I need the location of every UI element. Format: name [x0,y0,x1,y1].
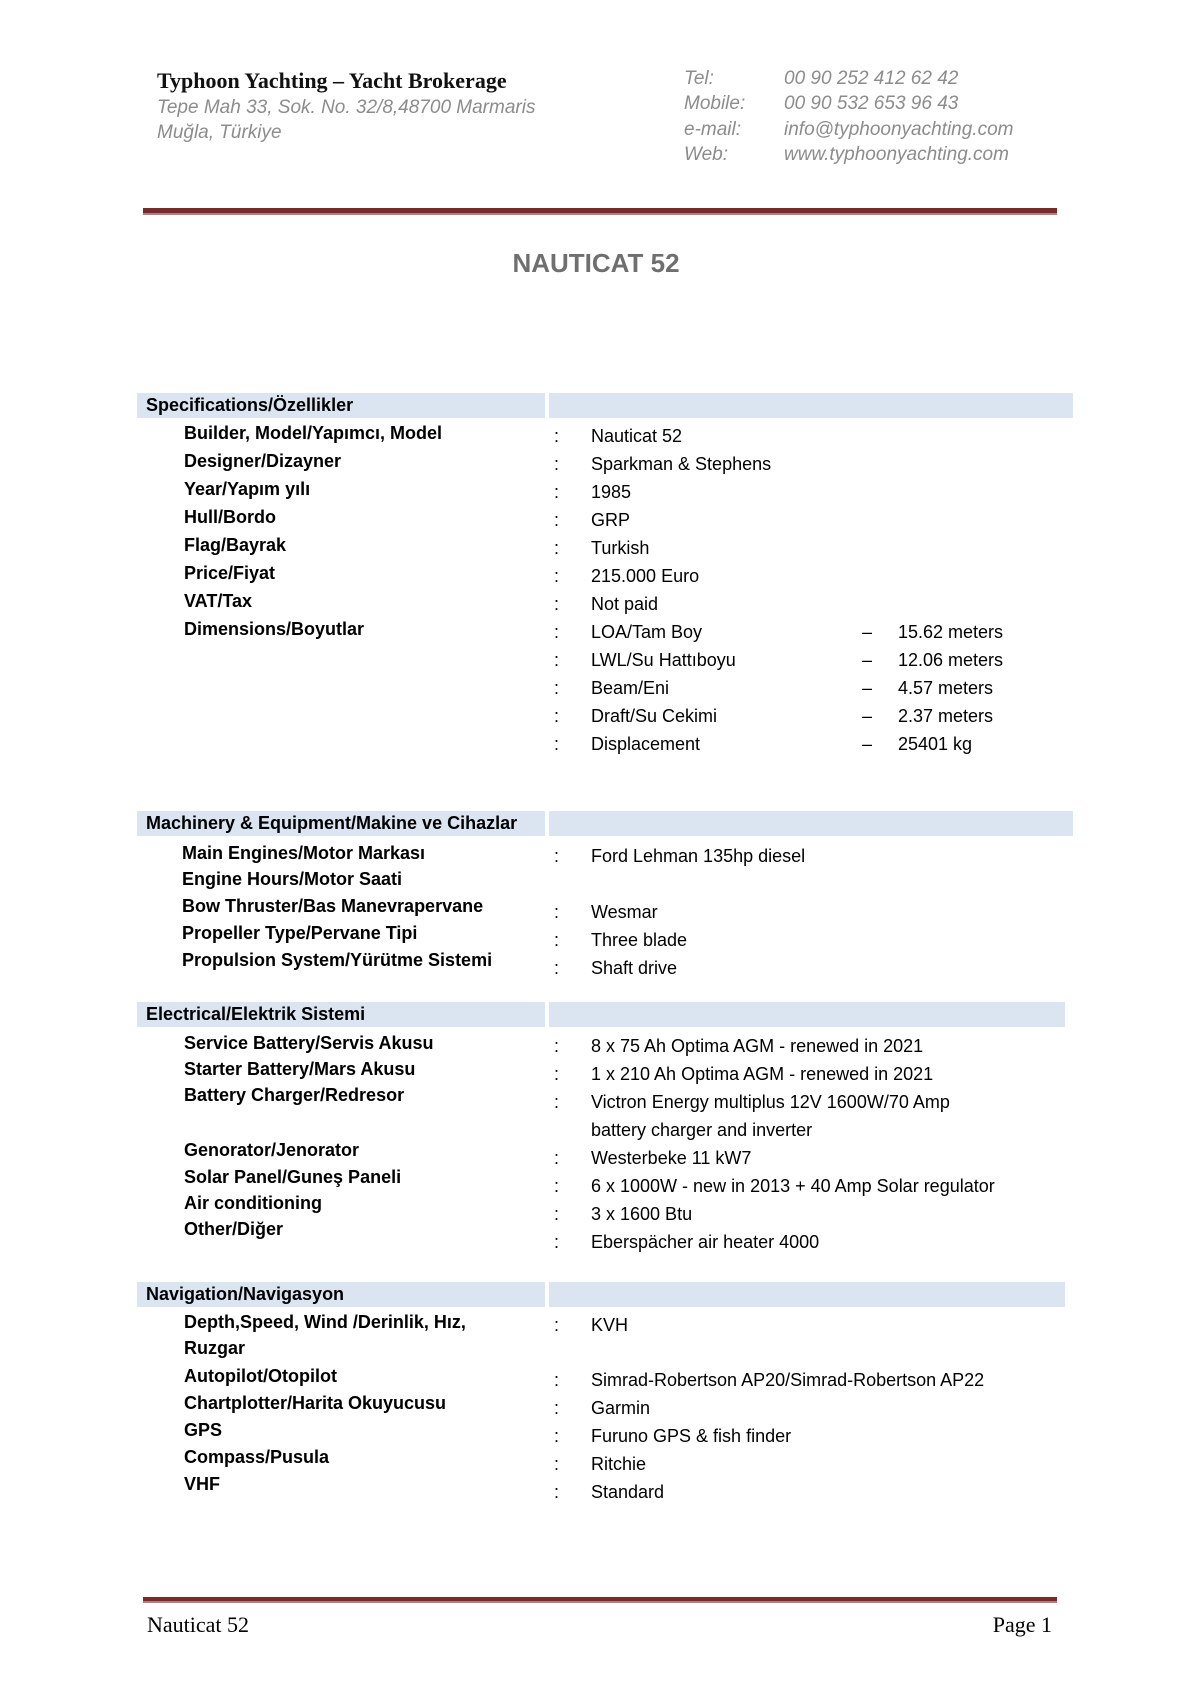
contact-label: Mobile: [684,93,746,114]
navigation-value: Ritchie [591,1454,647,1474]
spec-label: Builder, Model/Yapımcı, Model [184,423,443,443]
navigation-value: Standard [591,1482,665,1502]
dash: – [862,706,873,726]
colon: : [554,678,560,698]
navigation-value: Simrad-Robertson AP20/Simrad-Robertson AP22 [591,1370,985,1390]
machinery-label: Engine Hours/Motor Saati [182,869,403,889]
dash: – [862,650,873,670]
colon: : [554,1454,560,1474]
colon: : [554,650,560,670]
section-title-machinery: Machinery & Equipment/Makine ve Cihazlar [146,813,518,833]
colon: : [554,1064,560,1084]
colon: : [554,1092,560,1112]
spec-value: Turkish [591,538,650,558]
contact-value: 00 90 252 412 62 42 [784,68,959,89]
colon: : [554,902,560,922]
electrical-label: Battery Charger/Redresor [184,1085,405,1105]
colon: : [554,1398,560,1418]
colon: : [554,622,560,642]
machinery-label: Bow Thruster/Bas Manevrapervane [182,896,484,916]
contact-mobile [684,93,958,115]
electrical-label: Service Battery/Servis Akusu [184,1033,434,1053]
electrical-label: Air conditioning [184,1193,322,1213]
address-line-2: Muğla, Türkiye [157,122,282,143]
navigation-label: Ruzgar [184,1338,246,1358]
navigation-value: Garmin [591,1398,651,1418]
spec-value: Not paid [591,594,659,614]
footer-page-number: Page 1 [992,1612,1052,1637]
colon: : [554,846,560,866]
contact-email [684,119,1013,141]
dimension-name: LOA/Tam Boy [591,622,703,642]
colon: : [554,706,560,726]
electrical-value: Victron Energy multiplus 12V 1600W/70 Amp [591,1092,950,1112]
colon: : [554,1204,560,1224]
colon: : [554,1426,560,1446]
spec-label: Year/Yapım yılı [184,479,311,499]
navigation-label: Compass/Pusula [184,1447,330,1467]
contact-label: Tel: [684,68,714,89]
contact-value: 00 90 532 653 96 43 [784,93,959,114]
dimension-name: Beam/Eni [591,678,670,698]
electrical-value: 6 x 1000W - new in 2013 + 40 Amp Solar regulator [591,1176,995,1196]
dimension-value: 25401 kg [898,734,973,754]
dash: – [862,678,873,698]
machinery-label: Propulsion System/Yürütme Sistemi [182,950,493,970]
colon: : [554,482,560,502]
electrical-value: Westerbeke 11 kW7 [591,1148,752,1168]
electrical-label: Other/Diğer [184,1219,284,1239]
navigation-label: VHF [184,1474,220,1494]
spec-value: 1985 [591,482,632,502]
colon: : [554,566,560,586]
colon: : [554,510,560,530]
footer-document-name: Nauticat 52 [147,1612,250,1637]
colon: : [554,1482,560,1502]
colon: : [554,1315,560,1335]
dimension-name: Draft/Su Cekimi [591,706,718,726]
machinery-label: Propeller Type/Pervane Tipi [182,923,418,943]
navigation-label: GPS [184,1420,223,1440]
electrical-value: battery charger and inverter [591,1120,813,1140]
colon: : [554,594,560,614]
spec-label: Designer/Dizayner [184,451,342,471]
colon: : [554,1176,560,1196]
contact-label: Web: [684,144,729,165]
section-title-navigation: Navigation/Navigasyon [146,1284,345,1304]
spec-label: VAT/Tax [184,591,253,611]
spec-value: Nauticat 52 [591,426,683,446]
electrical-value: Eberspächer air heater 4000 [591,1232,820,1252]
section-title-specifications: Specifications/Özellikler [146,395,354,415]
dimension-value: 2.37 meters [898,706,994,726]
navigation-value: KVH [591,1315,629,1335]
contact-label: e-mail: [684,119,742,140]
machinery-value: Three blade [591,930,688,950]
dimensions-label: Dimensions/Boyutlar [184,619,365,639]
spec-label: Hull/Bordo [184,507,276,527]
colon: : [554,734,560,754]
colon: : [554,454,560,474]
footer-divider [143,1597,1057,1603]
electrical-label: Starter Battery/Mars Akusu [184,1059,416,1079]
electrical-value: 3 x 1600 Btu [591,1204,693,1224]
colon: : [554,1036,560,1056]
colon: : [554,958,560,978]
electrical-label: Solar Panel/Guneş Paneli [184,1167,402,1187]
machinery-value: Shaft drive [591,958,678,978]
colon: : [554,426,560,446]
spec-label: Price/Fiyat [184,563,276,583]
dimension-name: Displacement [591,734,701,754]
document-title: NAUTICAT 52 [512,248,680,278]
spec-label: Flag/Bayrak [184,535,287,555]
dimension-name: LWL/Su Hattıboyu [591,650,736,670]
dash: – [862,734,873,754]
contact-value[interactable]: www.typhoonyachting.com [784,144,1009,165]
dimension-value: 12.06 meters [898,650,1004,670]
electrical-label: Genorator/Jenorator [184,1140,360,1160]
colon: : [554,1232,560,1252]
navigation-label: Depth,Speed, Wind /Derinlik, Hız, [184,1312,466,1332]
electrical-value: 8 x 75 Ah Optima AGM - renewed in 2021 [591,1036,924,1056]
colon: : [554,1148,560,1168]
colon: : [554,538,560,558]
spec-value: 215.000 Euro [591,566,700,586]
dash: – [862,622,873,642]
machinery-value: Ford Lehman 135hp diesel [591,846,806,866]
navigation-label: Autopilot/Otopilot [184,1366,337,1386]
contact-value[interactable]: info@typhoonyachting.com [784,119,1014,140]
navigation-value: Furuno GPS & fish finder [591,1426,792,1446]
dimension-value: 15.62 meters [898,622,1004,642]
colon: : [554,1370,560,1390]
contact-tel [684,68,958,90]
section-title-electrical: Electrical/Elektrik Sistemi [146,1004,366,1024]
spec-value: GRP [591,510,631,530]
machinery-value: Wesmar [591,902,658,922]
address-line-1: Tepe Mah 33, Sok. No. 32/8,48700 Marmaris [157,97,536,118]
machinery-label: Main Engines/Motor Markası [182,843,426,863]
contact-web [684,144,1009,166]
navigation-label: Chartplotter/Harita Okuyucusu [184,1393,447,1413]
colon: : [554,930,560,950]
company-name: Typhoon Yachting – Yacht Brokerage [157,68,507,93]
dimension-value: 4.57 meters [898,678,994,698]
header-divider [143,208,1057,215]
electrical-value: 1 x 210 Ah Optima AGM - renewed in 2021 [591,1064,934,1084]
spec-value: Sparkman & Stephens [591,454,772,474]
